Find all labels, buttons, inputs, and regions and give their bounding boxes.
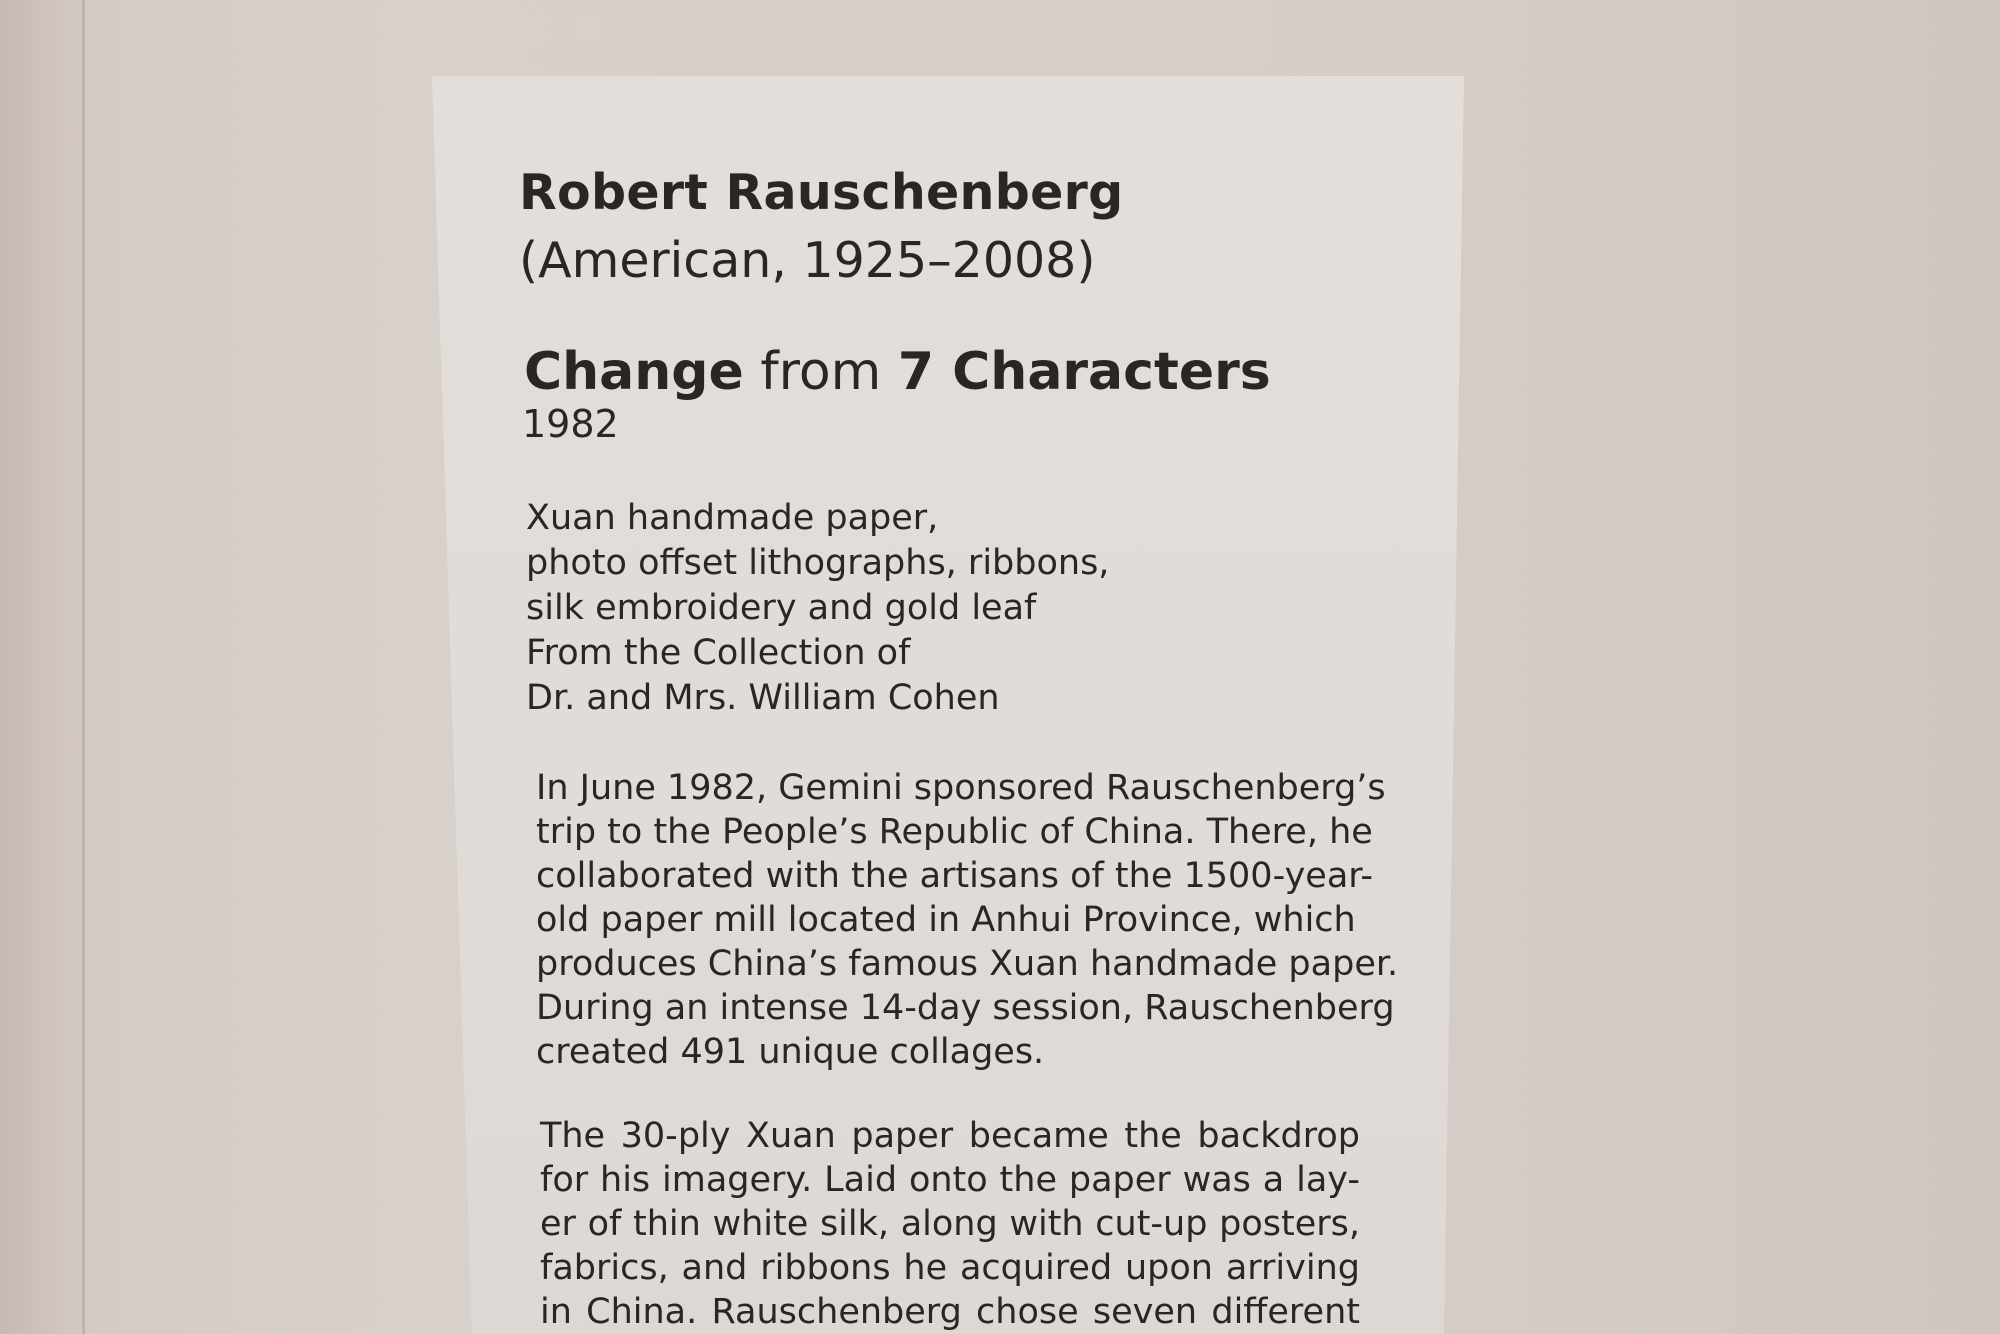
wall-left-edge xyxy=(0,0,120,1334)
paragraph-line: collaborated with the artisans of the 1500-year- xyxy=(536,856,1374,896)
paragraph-line: The 30-ply Xuan paper became the backdrop xyxy=(540,1116,1360,1156)
medium-and-credit xyxy=(526,496,1406,721)
artwork-title-part1: Change xyxy=(524,342,744,402)
credit-line: Dr. and Mrs. William Cohen xyxy=(526,678,1000,718)
medium-line: Xuan handmade paper, xyxy=(526,498,939,538)
artwork-title-part2: 7 Characters xyxy=(897,342,1271,402)
medium-line: silk embroidery and gold leaf xyxy=(526,588,1037,628)
paragraph-line: fabrics, and ribbons he acquired upon arriving xyxy=(540,1248,1360,1288)
paragraph-line: created 491 unique collages. xyxy=(536,1032,1045,1072)
paragraph-line: During an intense 14-day session, Rauschenberg xyxy=(536,988,1395,1028)
paragraph-line: trip to the People’s Republic of China. There, he xyxy=(536,812,1373,852)
paragraph-line: old paper mill located in Anhui Province, which xyxy=(536,900,1356,940)
paragraph-line: er of thin white silk, along with cut-up posters, xyxy=(540,1204,1360,1244)
description-paragraph-1 xyxy=(536,766,1399,1074)
medium-line: photo offset lithographs, ribbons, xyxy=(526,543,1110,583)
artwork-title xyxy=(524,342,1404,402)
wall-corner-line xyxy=(82,0,85,1334)
paragraph-line: for his imagery. Laid onto the paper was a lay- xyxy=(540,1160,1360,1200)
paragraph-line: In June 1982, Gemini sponsored Rauschenberg’s xyxy=(536,768,1386,808)
artist-name: Robert Rauschenberg xyxy=(519,164,1124,221)
artist-nationality-dates: (American, 1925–2008) xyxy=(519,232,1096,289)
paragraph-line: produces China’s famous Xuan handmade paper. xyxy=(536,944,1399,984)
description-paragraph-2 xyxy=(540,1114,1380,1334)
artwork-year: 1982 xyxy=(522,402,619,446)
paragraph-line: in China. Rauschenberg chose seven different xyxy=(540,1292,1360,1332)
artwork-title-connector: from xyxy=(760,342,882,402)
credit-line: From the Collection of xyxy=(526,633,911,673)
